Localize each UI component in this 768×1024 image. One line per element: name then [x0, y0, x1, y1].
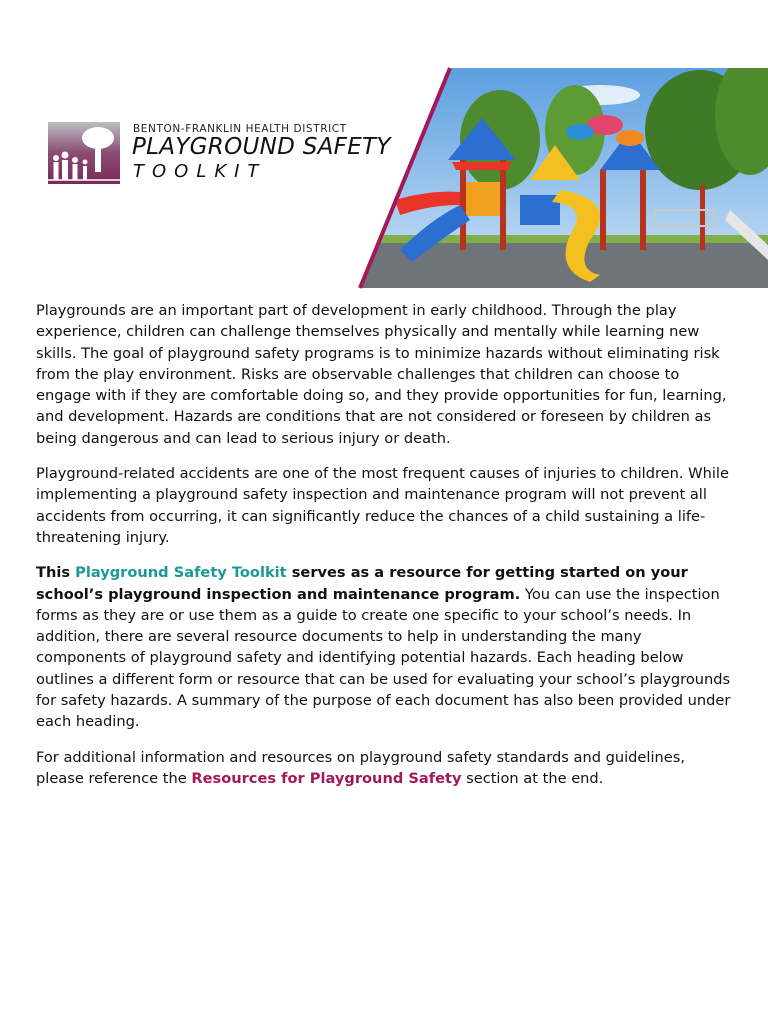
toolkit-title: PLAYGROUND SAFETY [132, 134, 391, 160]
paragraph-intro: Playgrounds are an important part of development in early childhood. Through the play experience, children can challenge themselves physically and mentally while learning new skills. The goal of playground safety programs is to minimize hazards without eliminating risk from the play environment. Risks are observable challenges that children can choose to engage with if they are comfortable doing so, and they provide opportunities for fun, learning, and development. Hazards are conditions that are not considered or foreseen by children as being dangerous and can lead to serious injury or death. [36, 302, 727, 447]
lead-text: This [36, 564, 76, 582]
resources-tail: section at the end. [461, 769, 604, 787]
toolkit-link[interactable]: Playground Safety Toolkit [75, 564, 287, 582]
health-district-logo [48, 122, 120, 184]
toolkit-subtitle: TOOLKIT [133, 161, 267, 182]
bold-statement: serves as a resource for getting started on your school’s playground inspection and maintenance program. [36, 564, 688, 603]
organization-name: BENTON-FRANKLIN HEALTH DISTRICT [133, 123, 347, 135]
paragraph-toolkit-purpose [36, 562, 736, 732]
paragraph-resources [36, 747, 736, 790]
resources-link[interactable]: Resources for Playground Safety [191, 769, 462, 787]
body-text [36, 300, 736, 803]
purpose-detail: You can use the inspection forms as they are or use them as a guide to create one specific to your school’s needs. In addition, there are several resource documents to help in understanding the many components of playground safety and identifying potential hazards. Each heading below outlines a different form or resource that can be used for evaluating your school’s playgrounds for safety hazards. A summary of the purpose of each document has also been provided under each heading. [36, 585, 731, 731]
document-header [0, 0, 768, 290]
paragraph-accidents: Playground-related accidents are one of the most frequent causes of injuries to children. While implementing a playground safety inspection and maintenance program will not prevent all accidents from occurring, it can significantly reduce the chances of a child sustaining a life-threatening injury. [36, 465, 729, 546]
resources-lead: For additional information and resources on playground safety standards and guidelines, please reference the [36, 748, 685, 787]
